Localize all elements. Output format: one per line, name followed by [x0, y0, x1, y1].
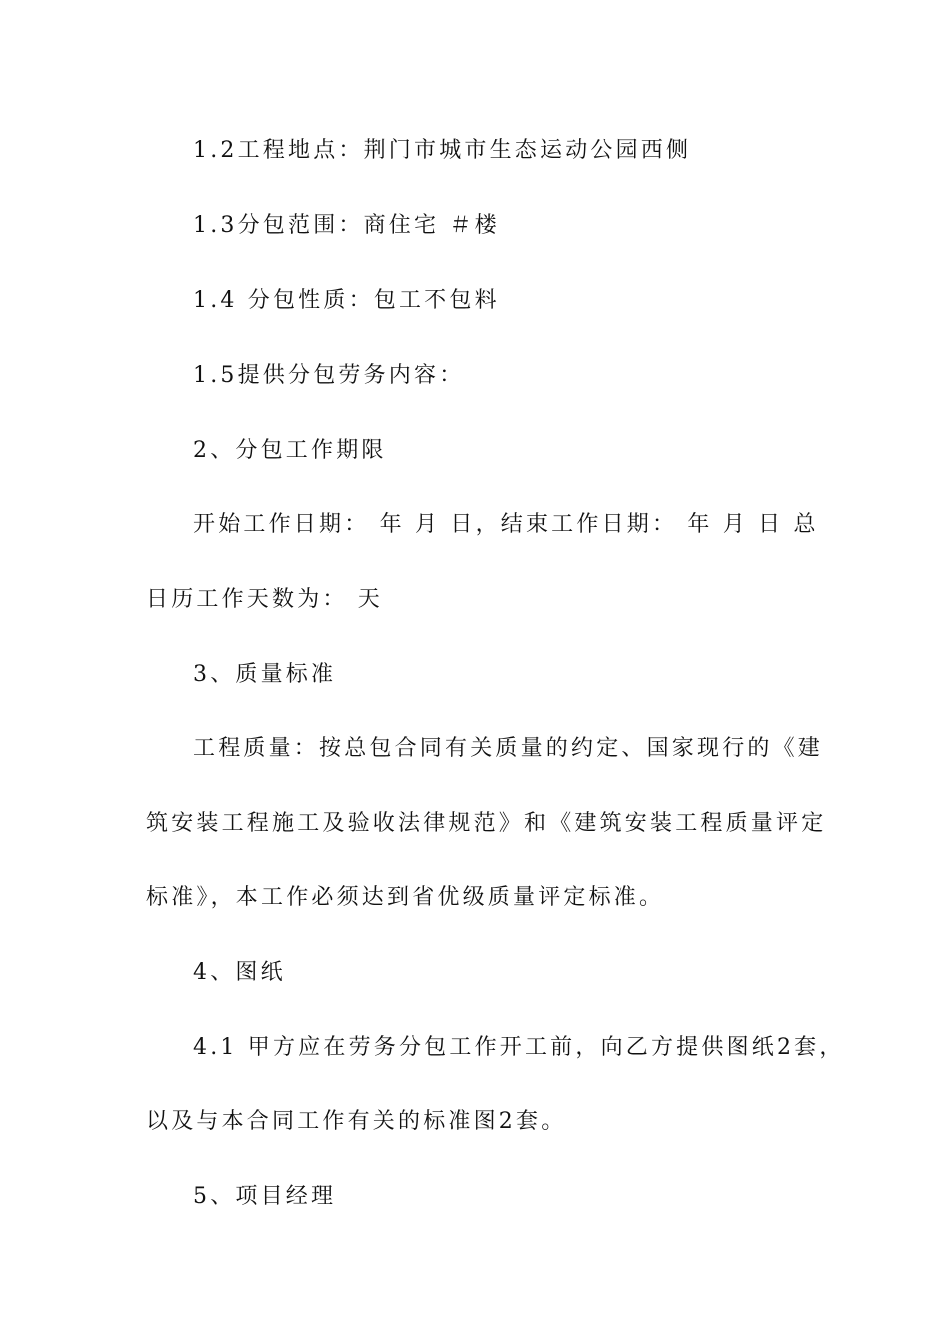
heading-3-quality: 3、质量标准 — [193, 662, 337, 687]
heading-4-drawings: 4、图纸 — [193, 960, 286, 985]
paragraph-quality-cont-2: 标准》，本工作必须达到省优级质量评定标准。 — [146, 885, 665, 910]
clause-1-3-scope: 1.3分包范围：商住宅 ＃楼 — [193, 213, 500, 238]
heading-2-work-period: 2、分包工作期限 — [193, 438, 387, 463]
clause-1-2-location: 1.2工程地点：荆门市城市生态运动公园西侧 — [193, 138, 692, 163]
clause-4-1-drawings-cont: 以及与本合同工作有关的标准图2套。 — [146, 1109, 567, 1134]
paragraph-work-dates-cont: 日历工作天数为： 天 — [146, 587, 383, 612]
paragraph-quality-cont-1: 筑安装工程施工及验收法律规范》和《建筑安装工程质量评定 — [146, 811, 827, 836]
paragraph-work-dates: 开始工作日期： 年 月 日，结束工作日期： 年 月 日 总 — [193, 512, 819, 537]
clause-4-1-drawings: 4.1 甲方应在劳务分包工作开工前，向乙方提供图纸2套， — [193, 1035, 845, 1060]
clause-1-5-content: 1.5提供分包劳务内容： — [193, 363, 465, 388]
heading-5-project-manager: 5、项目经理 — [193, 1184, 337, 1209]
clause-1-4-nature: 1.4 分包性质：包工不包料 — [193, 288, 500, 313]
paragraph-quality: 工程质量：按总包合同有关质量的约定、国家现行的《建 — [193, 736, 824, 761]
